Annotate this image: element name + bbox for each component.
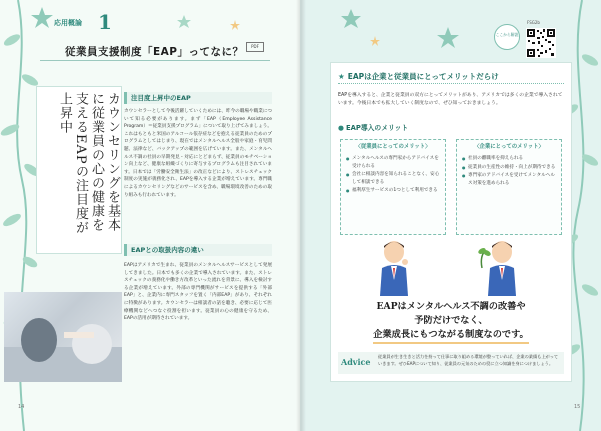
page-number: 15 <box>574 404 581 410</box>
bullet-icon: ● <box>338 124 344 132</box>
gutter-shadow <box>296 0 306 431</box>
photo-illustration <box>4 292 122 382</box>
star-icon <box>370 36 380 46</box>
vertical-title: カウンセリングを基本に従業員の心の健康を支えるEAPの注目度が上昇中 <box>57 92 120 235</box>
key-message-line: 予防だけでなく、 <box>414 315 488 326</box>
advice-text: 従業員が生き生きと活力を持って仕事に取り組める環境が整っていれば、企業の業績も上がっていきます。ぜひEAPについて知り、従業員の元気のための役に立つ知識を身につけましょう。 <box>378 354 559 366</box>
page-title: 従業員支援制度「EAP」ってなに？ <box>65 46 244 58</box>
advice-label: Advice <box>341 357 371 367</box>
star-icon <box>30 6 54 30</box>
counseling-photo <box>4 292 122 382</box>
employee-merit-list <box>346 155 442 196</box>
qr-code[interactable] <box>526 28 556 58</box>
star-icon <box>340 8 362 30</box>
star-icon <box>176 14 192 30</box>
panel-title-text: EAPは企業と従業員にとってメリットだらけ <box>347 72 499 81</box>
company-merit-title: 〈企業にとってのメリット〉 <box>474 144 544 150</box>
intro-text: EAPを導入すると、企業と従業員の双方にとってメリットがあり、アメリカでは多くの企業で導入されています。今後日本でも拡大していく制度なので、ぜひ知っておきましょう。 <box>338 93 563 106</box>
title-divider <box>40 60 270 61</box>
star-icon <box>436 26 460 50</box>
star-icon <box>230 20 240 30</box>
key-message <box>338 300 564 344</box>
employee-merit-title: 〈従業員にとってのメリット〉 <box>355 144 431 150</box>
explanation-badge: ここから解説 <box>494 24 520 50</box>
qr-label: FSG2b <box>527 20 540 25</box>
merit-heading <box>338 122 408 132</box>
list-item: ● 社員の離職率を抑えられる <box>462 155 558 163</box>
list-item: ● 専門家のアドバイスを受けてメンタルヘルス対策を進められる <box>462 172 558 187</box>
businessman-illustration <box>372 238 416 298</box>
star-bullet-icon: ★ <box>338 72 345 81</box>
key-message-line: EAPはメンタルヘルス不調の改善や <box>376 301 526 312</box>
list-item: ● メンタルヘルスの専門家からアドバイスを受けられる <box>346 155 442 170</box>
businessman-illustration <box>478 238 528 298</box>
key-message-line: 企業成長にもつながる制度なのです。 <box>373 328 528 344</box>
section-heading: 注目度上昇中のEAP <box>124 92 272 104</box>
pdf-tag: PDF <box>246 42 264 52</box>
company-merit-list <box>462 155 558 188</box>
section-heading: EAPとの取扱内容の違い <box>124 244 272 256</box>
list-item: ● 会社に相談内容を知られることなく、安心して相談できる <box>346 171 442 186</box>
page-number: 14 <box>18 404 25 410</box>
list-item: ● 福利厚生サービスの1つとして利用できる <box>346 187 442 195</box>
chapter-label: 応用概論 <box>54 19 82 27</box>
chapter-number: 1 <box>98 10 112 34</box>
panel-title <box>338 70 564 84</box>
section-body: EAPはアメリカで生まれ、従業員のメンタルヘルスサービスとして発展してきました。日本でも多くの企業で導入されています。また、ストレスチェックの義務化や働き方改革といった流れを背景に、導入を検討する企業が増えています。外部の専門機関がサービスを提供する「外部EAP」と、企業内に専門スタッフを置く「内部EAP」があり、それぞれに特徴があります。カウンセラーは相談者の話を聴き、必要に応じて医療機関などへつなぐ役割を担います。従業員の心の健康を守るため、EAPの活用が期待されています。 <box>124 263 272 322</box>
merit-heading-text: EAP導入のメリット <box>345 124 409 132</box>
list-item: ● 従業員の生産性の維持・向上が期待できる <box>462 164 558 172</box>
section-body: カウンセラーとして今後活躍していくためには、昨今の職場や職業について知る必要があります。まず「EAP（Employee Assistance Program）＝従業員支援プログラム」について取り上げてみましょう。これはもともと米国のアルコール依存症などを抱える従業員のためのプログラムとしてはじまり、現在ではメンタルヘルス全般や家庭・育児問題、法律など、バックアップの範囲を広げています。また、メンタルヘルス不調の社員の早期発見・対応にとどまらず、従業員のモチベーション向上など、健康な組織づくりに寄与するプログラムも注目されています。日本では「労働安全衛生法」の改正などにより、ストレスチェック制度の実施が義務化され、EAPを導入する企業が増えています。専門職によるカウンセリングなどのサービスを含め、職場環境改善のための取り組みも行われています。 <box>124 109 272 198</box>
